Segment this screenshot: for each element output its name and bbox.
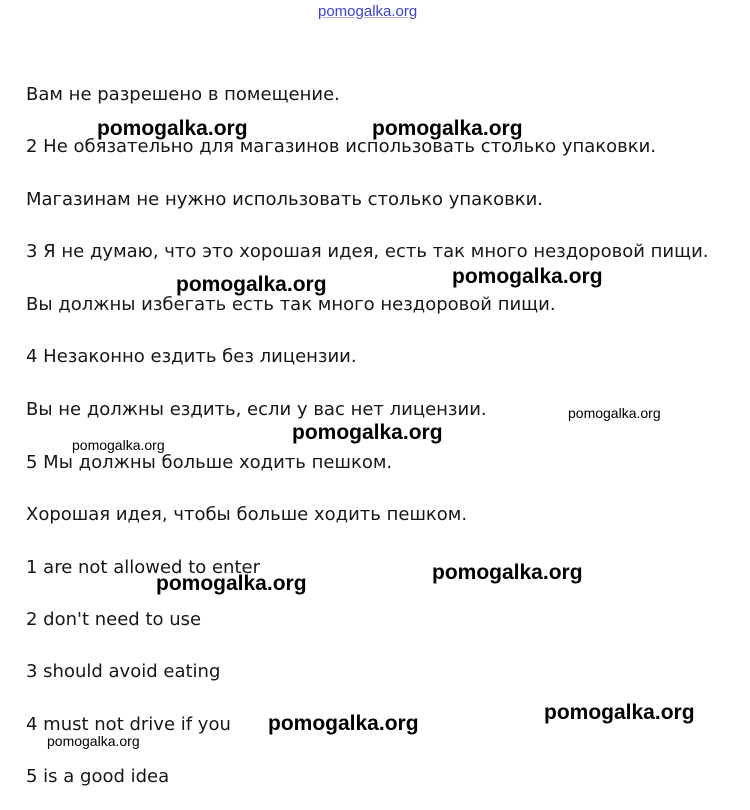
text-line: 5 is a good idea: [26, 766, 170, 787]
watermark: pomogalka.org: [544, 701, 695, 724]
watermark: pomogalka.org: [568, 405, 661, 421]
watermark: pomogalka.org: [72, 437, 165, 453]
text-line: 3 should avoid eating: [26, 661, 221, 682]
watermark: pomogalka.org: [176, 273, 327, 296]
watermark: pomogalka.org: [292, 421, 443, 444]
text-line: Вы должны избегать есть так много нездоровой пищи.: [26, 294, 556, 315]
text-line: 3 Я не думаю, что это хорошая идея, есть так много нездоровой пищи.: [26, 241, 709, 262]
watermark: pomogalka.org: [452, 265, 603, 288]
text-line: 2 Не обязательно для магазинов использовать столько упаковки.: [26, 136, 657, 157]
site-link[interactable]: pomogalka.org: [318, 3, 418, 20]
text-line: 5 Мы должны больше ходить пешком.: [26, 452, 393, 473]
text-line: 1 are not allowed to enter: [26, 557, 260, 578]
watermark: pomogalka.org: [432, 561, 583, 584]
text-line: Хорошая идея, чтобы больше ходить пешком.: [26, 504, 468, 525]
watermark: pomogalka.org: [97, 117, 248, 140]
watermark: pomogalka.org: [268, 712, 419, 735]
text-line: Вам не разрешено в помещение.: [26, 84, 340, 105]
text-line: 4 Незаконно ездить без лицензии.: [26, 346, 357, 367]
text-line: 2 don't need to use: [26, 609, 202, 630]
text-line: Вы не должны ездить, если у вас нет лицензии.: [26, 399, 487, 420]
text-line: 4 must not drive if you: [26, 714, 231, 735]
watermark: pomogalka.org: [156, 572, 307, 595]
text-line: Магазинам не нужно использовать столько упаковки.: [26, 189, 543, 210]
watermark: pomogalka.org: [47, 733, 140, 749]
watermark: pomogalka.org: [372, 117, 523, 140]
